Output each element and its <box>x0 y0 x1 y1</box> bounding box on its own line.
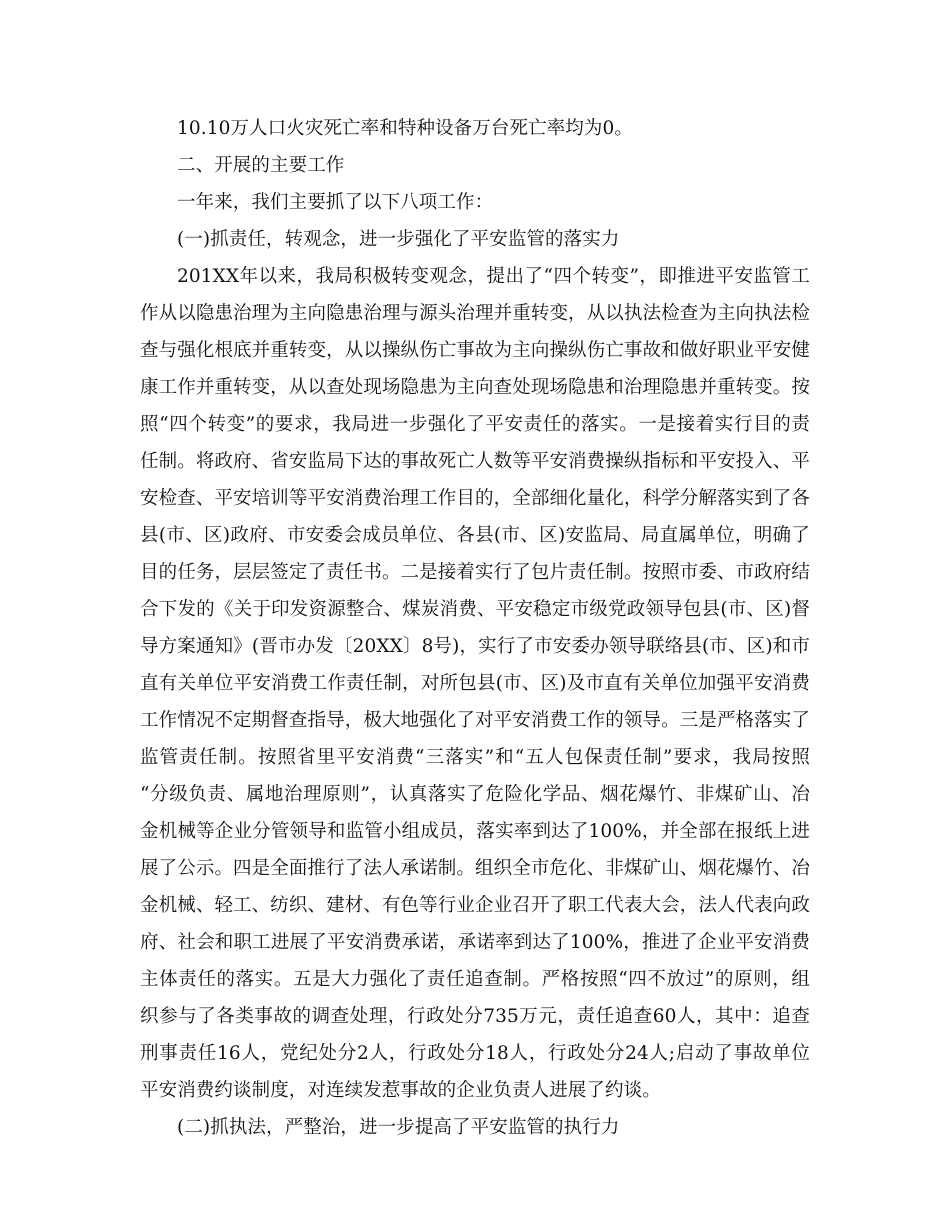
paragraph-line: 查与强化根底并重转变，从以操纵伤亡事故为主向操纵伤亡事故和做好职业平安健 <box>140 340 810 361</box>
paragraph-line: 工作情况不定期督查指导，极大地强化了对平安消费工作的领导。三是严格落实了 <box>140 710 810 731</box>
text-line-intro: 一年来，我们主要抓了以下八项工作： <box>177 192 494 213</box>
paragraph-line: 直有关单位平安消费工作责任制，对所包县(市、区)及市直有关单位加强平安消费 <box>140 673 810 694</box>
paragraph-line: 任制。将政府、省安监局下达的事故死亡人数等平安消费操纵指标和平安投入、平 <box>140 451 810 472</box>
paragraph-line: 织参与了各类事故的调查处理，行政处分735万元，责任追查60人，其中：追查 <box>140 1006 810 1027</box>
paragraph-line: “分级负责、属地治理原则”，认真落实了危险化学品、烟花爆竹、非煤矿山、冶 <box>140 784 810 805</box>
paragraph-line: 刑事责任16人，党纪处分2人，行政处分18人，行政处分24人;启动了事故单位 <box>140 1043 810 1064</box>
paragraph-line-last: 平安消费约谈制度，对连续发惹事故的企业负责人进展了约谈。 <box>140 1080 661 1101</box>
paragraph-line: 主体责任的落实。五是大力强化了责任追查制。严格按照“四不放过”的原则，组 <box>140 969 810 990</box>
paragraph-line: 县(市、区)政府、市安委会成员单位、各县(市、区)安监局、局直属单位，明确了 <box>140 525 810 546</box>
paragraph-line-first: 201XX年以来，我局积极转变观念，提出了“四个转变”，即推进平安监管工 <box>177 266 810 287</box>
text-line-statistic: 10.10万人口火灾死亡率和特种设备万台死亡率均为0。 <box>177 118 633 139</box>
paragraph-line: 作从以隐患治理为主向隐患治理与源头治理并重转变，从以执法检查为主向执法检 <box>140 303 810 324</box>
paragraph-line: 导方案通知》(晋市办发〔20XX〕8号)，实行了市安委办领导联络县(市、区)和市 <box>140 636 810 657</box>
section-heading-main-work: 二、开展的主要工作 <box>177 155 345 176</box>
subsection-heading-2: (二)抓执法，严整治，进一步提高了平安监管的执行力 <box>177 1117 620 1138</box>
paragraph-line: 府、社会和职工进展了平安消费承诺，承诺率到达了100%，推进了企业平安消费 <box>140 932 810 953</box>
paragraph-line: 安检查、平安培训等平安消费治理工作目的，全部细化量化，科学分解落实到了各 <box>140 488 810 509</box>
paragraph-line: 展了公示。四是全面推行了法人承诺制。组织全市危化、非煤矿山、烟花爆竹、冶 <box>140 858 810 879</box>
paragraph-line: 照“四个转变”的要求，我局进一步强化了平安责任的落实。一是接着实行目的责 <box>140 414 810 435</box>
paragraph-line: 金机械、轻工、纺织、建材、有色等行业企业召开了职工代表大会，法人代表向政 <box>140 895 810 916</box>
paragraph-line: 监管责任制。按照省里平安消费“三落实”和“五人包保责任制”要求，我局按照 <box>140 747 810 768</box>
paragraph-line: 合下发的《关于印发资源整合、煤炭消费、平安稳定市级党政领导包县(市、区)督 <box>140 599 810 620</box>
paragraph-line: 目的任务，层层签定了责任书。二是接着实行了包片责任制。按照市委、市政府结 <box>140 562 810 583</box>
paragraph-line: 康工作并重转变，从以查处现场隐患为主向查处现场隐患和治理隐患并重转变。按 <box>140 377 810 398</box>
subsection-heading-1: (一)抓责任，转观念，进一步强化了平安监管的落实力 <box>177 229 620 250</box>
paragraph-line: 金机械等企业分管领导和监管小组成员，落实率到达了100%，并全部在报纸上进 <box>140 821 810 842</box>
